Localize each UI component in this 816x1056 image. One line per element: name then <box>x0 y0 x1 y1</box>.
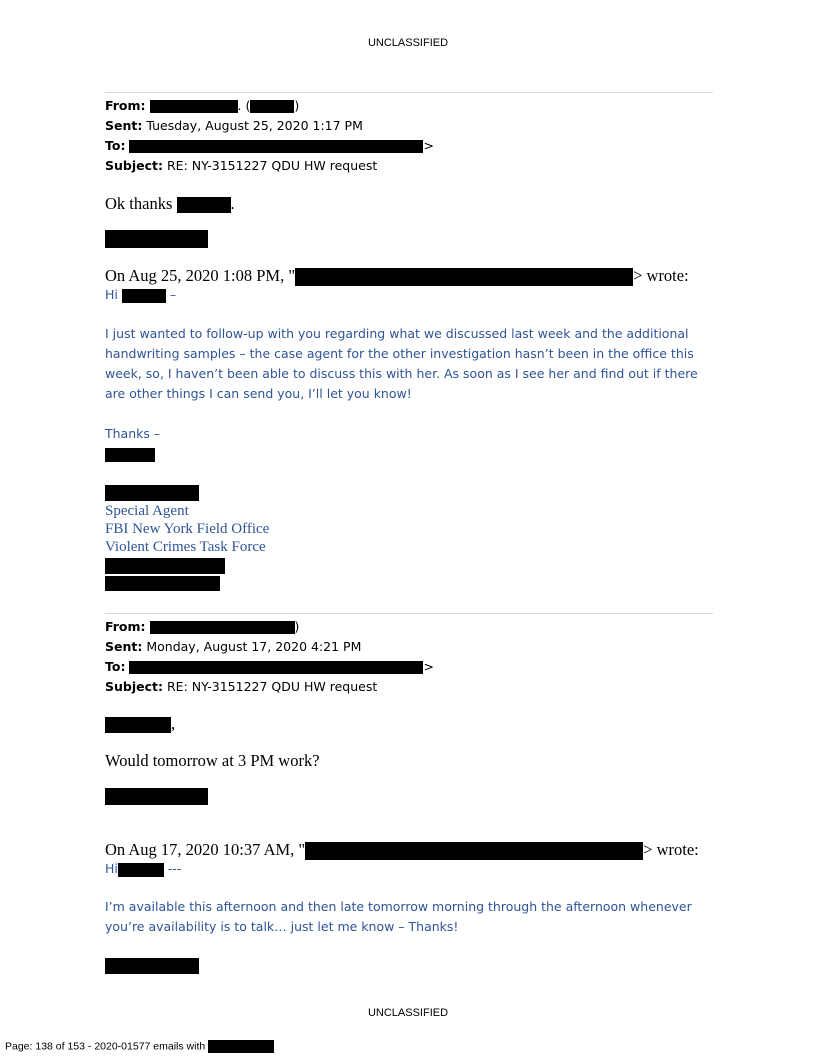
redaction-block <box>305 842 643 860</box>
body-text: Ok thanks <box>105 194 173 213</box>
email2-from-line <box>105 617 299 637</box>
footer-text: Page: 138 of 153 - 2020-01577 emails with <box>5 1040 206 1053</box>
sent-label: Sent: <box>105 118 143 133</box>
email1-from-line <box>105 96 299 116</box>
redaction-block <box>150 100 238 113</box>
quote-intro-text: On Aug 25, 2020 1:08 PM, " <box>105 266 296 285</box>
email2-sent-line <box>105 637 361 657</box>
to-label: To: <box>105 138 126 153</box>
email1-quote-intro <box>105 266 689 286</box>
subject-value: RE: NY-3151227 QDU HW request <box>166 158 378 173</box>
redaction-block <box>105 230 208 248</box>
sig-title: Special Agent <box>105 503 189 519</box>
body-end: . <box>230 194 235 213</box>
header-divider <box>105 92 713 93</box>
redaction-block <box>295 268 633 286</box>
quote-intro-text: On Aug 17, 2020 10:37 AM, " <box>105 840 306 859</box>
redaction-block <box>118 863 164 877</box>
redaction-block <box>105 958 199 974</box>
email1-greeting <box>105 285 176 305</box>
to-label: To: <box>105 659 126 674</box>
page-footer <box>5 1040 274 1053</box>
redaction-block <box>129 140 423 153</box>
redaction-block <box>122 289 166 303</box>
redaction-block <box>105 788 208 805</box>
email1-body-line <box>105 194 235 214</box>
redaction-block <box>150 621 295 634</box>
email1-paragraph: I just wanted to follow-up with you regarding what we discussed last week and the additional handwriting samples – the case agent for the other investigation hasn’t been in the office this week, so, I haven’t been able to discuss this with her. As soon as I see her and find out if there are other things I can send you, I’ll let you know! <box>105 326 698 401</box>
greeting-end: --- <box>167 861 182 876</box>
quote-end-text: > wrote: <box>633 266 689 285</box>
to-end: > <box>423 659 434 674</box>
salutation-end: , <box>171 714 176 733</box>
sent-label: Sent: <box>105 639 143 654</box>
from-mid: . ( <box>237 98 251 113</box>
email1-sent-line <box>105 116 363 136</box>
redaction-block <box>105 717 171 733</box>
to-end: > <box>423 138 434 153</box>
redaction-block <box>177 197 231 213</box>
from-label: From: <box>105 619 146 634</box>
email2-subject-line <box>105 677 377 697</box>
email2-salutation <box>105 714 175 734</box>
subject-label: Subject: <box>105 679 163 694</box>
redaction-block <box>105 485 199 501</box>
email1-to-line <box>105 136 434 156</box>
redaction-block <box>105 576 220 591</box>
redaction-block <box>105 448 155 462</box>
email2-body-line: Would tomorrow at 3 PM work? <box>105 751 320 770</box>
quote-end-text: > wrote: <box>643 840 699 859</box>
sig-unit: Violent Crimes Task Force <box>105 539 266 555</box>
from-end: ) <box>294 98 300 113</box>
greeting-text: Hi <box>105 287 118 302</box>
email2-to-line <box>105 657 434 677</box>
classification-top: UNCLASSIFIED <box>367 37 449 49</box>
from-label: From: <box>105 98 146 113</box>
sent-value: Monday, August 17, 2020 4:21 PM <box>146 639 362 654</box>
email2-paragraph: I’m available this afternoon and then late tomorrow morning through the afternoon whenever you’re availability is to talk… just let me know – Thanks! <box>105 899 692 934</box>
sent-value: Tuesday, August 25, 2020 1:17 PM <box>146 118 363 133</box>
from-end: ) <box>294 619 300 634</box>
email2-quote-intro <box>105 840 699 860</box>
email1-subject-line <box>105 156 377 176</box>
header-divider <box>105 613 713 614</box>
sig-office: FBI New York Field Office <box>105 521 270 537</box>
subject-label: Subject: <box>105 158 163 173</box>
redaction-block <box>250 100 294 113</box>
redaction-block <box>105 558 225 574</box>
email1-thanks: Thanks – <box>105 426 161 441</box>
classification-bottom: UNCLASSIFIED <box>367 1007 449 1019</box>
redaction-block <box>208 1040 274 1053</box>
redaction-block <box>129 661 423 674</box>
greeting-text: Hi <box>105 861 118 876</box>
subject-value: RE: NY-3151227 QDU HW request <box>166 679 378 694</box>
greeting-end: – <box>169 287 177 302</box>
email2-greeting <box>105 859 181 879</box>
